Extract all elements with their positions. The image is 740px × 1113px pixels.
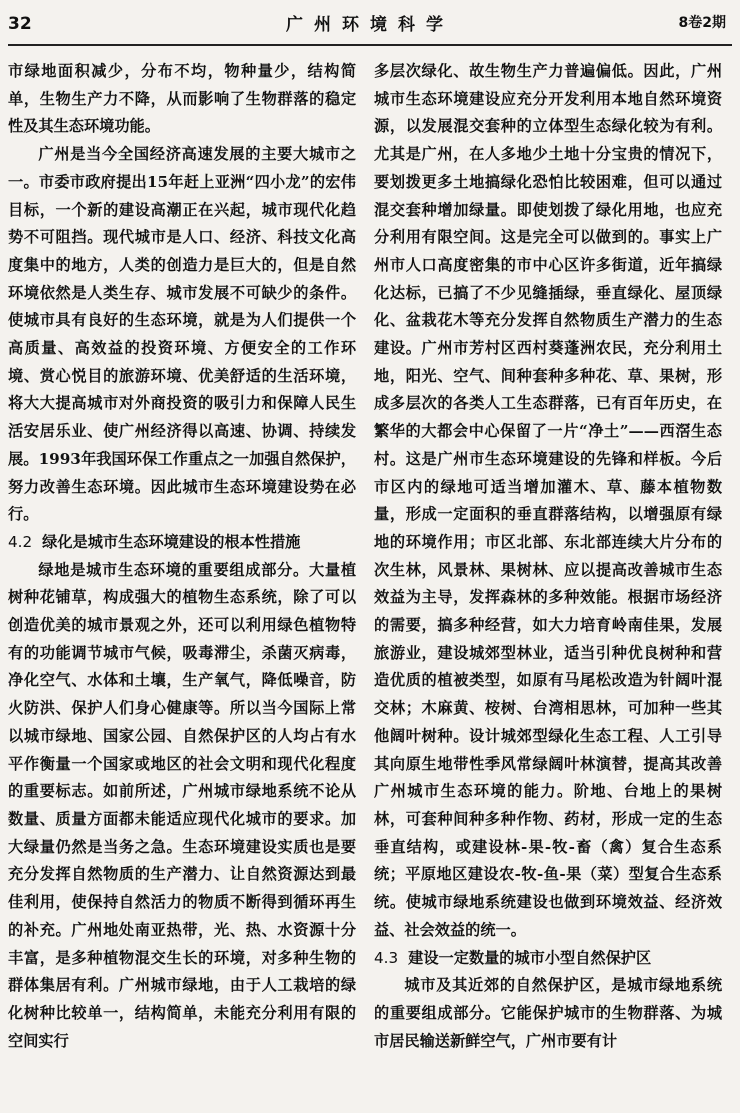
paragraph-nature-reserve: 城市及其近郊的自然保护区，是城市绿地系统的重要组成部分。它能保护城市的生物群落、为城市居民输送新鲜空气，广州市要有计	[374, 976, 722, 1050]
section-title: 建设一定数量的城市小型自然保护区	[408, 948, 652, 967]
section-title: 绿化是城市生态环境建设的根本性措施	[42, 532, 301, 551]
page-number: 32	[8, 14, 32, 34]
page-header	[0, 0, 740, 52]
section-number: 4.2	[8, 532, 33, 551]
right-column	[374, 58, 722, 1055]
section-heading-4-3	[374, 945, 722, 973]
section-heading-4-2	[8, 529, 356, 557]
journal-title: 广州环境科学	[286, 15, 454, 35]
issue-label: 8卷2期	[678, 15, 726, 31]
paragraph-greening: 绿地是城市生态环境的重要组成部分。大量植树种花铺草，构成强大的植物生态系统，除了可以创造优美的城市景观之外，还可以利用绿色植物特有的功能调节城市气候，吸毒滞尘，杀菌灭病毒，净化空气、水体和土壤，生产氧气，降低噪音，防火防洪、保护人们身心健康等。所以当今国际上常以城市绿地、国家公园、自然保护区的人均占有水平作衡量一个国家或地区的社会文明和现代化程度的重要标志。如前所述，广州城市绿地系统不论从数量、质量方面都未能适应现代化城市的要求。加大绿量仍然是当务之急。生态环境建设实质也是要充分发挥自然物质的生产潜力、让自然资源达到最佳利用，使保持自然活力的物质不断得到循环再生的补充。广州地处南亚热带，光、热、水资源十分丰富，是多种植物混交生长的环境，对多种生物的群体集居有利。广州城市绿地，由于人工栽培的绿化树种比较单一，结构简单，未能充分利用有限的空间实行	[8, 560, 356, 1050]
paragraph-continuation: 市绿地面积减少，分布不均，物种量少，结构简单，生物生产力不降，从而影响了生物群落的稳定性及其生态环境功能。	[8, 62, 356, 136]
paragraph-multilayer-greening: 多层次绿化、故生物生产力普遍偏低。因此，广州城市生态环境建设应充分开发利用本地自然环境资源，以发展混交套种的立体型生态绿化较为有利。尤其是广州，在人多地少土地十分宝贵的情况下，要划拨更多土地搞绿化恐怕比较困难，但可以通过混交套种增加绿量。即使划拨了绿化用地，也应充分利用有限空间。这是完全可以做到的。事实上广州市人口高度密集的市中心区许多街道，近年搞绿化达标，已搞了不少见缝插绿，垂直绿化、屋顶绿化、盆栽花木等充分发挥自然物质生产潜力的生态建设。广州市芳村区西村葵蓬洲农民，充分利用土地，阳光、空气、间种套种多种花、草、果树，形成多层次的各类人工生态群落，已有百年历史，在繁华的大都会中心保留了一片“净土”——西滘生态村。这是广州市生态环境建设的先锋和样板。今后市区内的绿地可适当增加灌木、草、藤本植物数量，形成一定面积的垂直群落结构，以增强原有绿地的环境作用；市区北部、东北部连续大片分布的次生林，风景林、果树林、应以提高改善城市生态效益为主导，发挥森林的多种效能。根据市场经济的需要，搞多种经营，如大力培育岭南佳果，发展旅游业，建设城郊型林业，适当引种优良树种和营造优质的植被类型，如原有马尾松改造为针阔叶混交林；木麻黄、桉树、台湾相思林，可加种一些其他阔叶树种。设计城郊型绿化生态工程、人工引导其向原生地带性季风常绿阔叶林演替，提高其改善广州城市生态环境的能力。阶地、台地上的果树林，可套种间种多种作物、药材，形成一定的生态垂直结构，或建设林-果-牧-畜（禽）复合生态系统；平原地区建设农-牧-鱼-果（菜）型复合生态系统。使城市绿地系统建设也做到环境效益、经济效益、社会效益的统一。	[374, 62, 722, 939]
paragraph-guangzhou-development: 广州是当今全国经济高速发展的主要大城市之一。市委市政府提出15年赶上亚洲“四小龙”的宏伟目标，一个新的建设高潮正在兴起，城市现代化趋势不可阻挡。现代城市是人口、经济、科技文化高度集中的地方，人类的创造力是巨大的，但是自然环境依然是人类生存、城市发展不可缺少的条件。使城市具有良好的生态环境，就是为人们提供一个高质量、高效益的投资环境、方便安全的工作环境、赏心悦目的旅游环境、优美舒适的生活环境，将大大提高城市对外商投资的吸引力和保障人民生活安居乐业、使广州经济得以高速、协调、持续发展。1993年我国环保工作重点之一加强自然保护，努力改善生态环境。因此城市生态环境建设势在必行。	[8, 145, 356, 524]
header-divider	[8, 44, 732, 46]
left-column	[8, 58, 356, 1055]
section-number: 4.3	[374, 948, 399, 967]
